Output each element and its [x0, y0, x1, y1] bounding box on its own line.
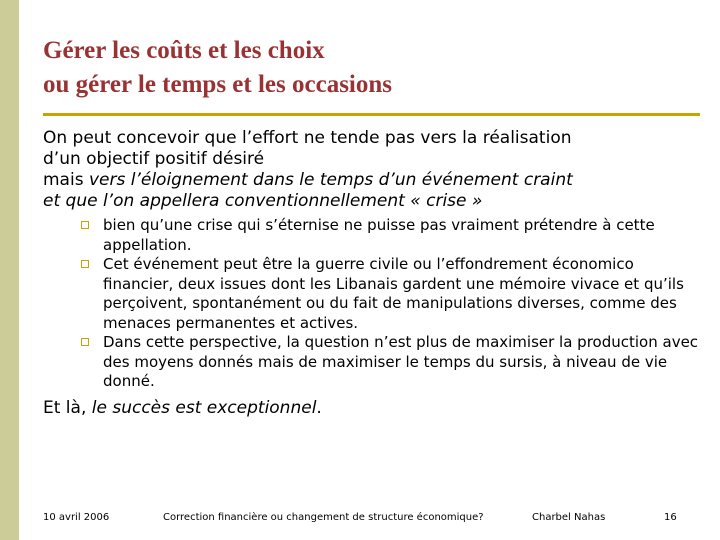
- paragraph-line-3: [43, 170, 703, 191]
- paragraph-line-3-italic: vers l’éloignement dans le temps d’un événement craint: [88, 170, 573, 190]
- paragraph-line-2: d’un objectif positif désiré: [43, 149, 265, 169]
- conclusion-prefix: Et là,: [43, 397, 92, 418]
- bullet-item: [81, 333, 701, 392]
- conclusion-suffix: .: [316, 397, 322, 418]
- footer-page-number: 16: [664, 512, 677, 523]
- paragraph-line-4: [43, 191, 703, 212]
- bullet-list: [81, 216, 701, 392]
- footer-author: Charbel Nahas: [532, 512, 606, 523]
- title-line-1: Gérer les coûts et les choix: [43, 37, 325, 64]
- title-underline-rule: [43, 113, 700, 116]
- conclusion-line: [43, 398, 703, 419]
- bullet-item: [81, 255, 701, 333]
- bullet-text: bien qu’une crise qui s’éternise ne puisse pas vraiment prétendre à cette appellation.: [103, 216, 655, 254]
- paragraph-line-4-italic: et que l’on appellera conventionnellement « crise »: [43, 191, 483, 211]
- slide-sidebar-bar: [0, 0, 19, 540]
- conclusion-italic: le succès est exceptionnel: [91, 397, 317, 418]
- bullet-text: Dans cette perspective, la question n’est plus de maximiser la production avec des moyens donnés mais de maximiser le temps du sursis, à niveau de vie donné.: [103, 333, 699, 390]
- square-bullet-icon: [81, 260, 89, 268]
- paragraph-line-3-prefix: mais: [43, 170, 89, 190]
- title-line-2: ou gérer le temps et les occasions: [43, 71, 392, 98]
- slide-body: [43, 128, 703, 419]
- footer-title: Correction financière ou changement de structure économique?: [163, 512, 484, 523]
- square-bullet-icon: [81, 221, 89, 229]
- bullet-text: Cet événement peut être la guerre civile ou l’effondrement économico financier, deux issues dont les Libanais gardent une mémoire vivace et qu’ils perçoivent, spontanément ou du fait de manipulations diverses, comme des menaces permanentes et actives.: [103, 255, 684, 332]
- bullet-item: [81, 216, 701, 255]
- footer-date: 10 avril 2006: [43, 512, 110, 523]
- slide-title: [43, 34, 703, 102]
- square-bullet-icon: [81, 338, 89, 346]
- paragraph-line-1: On peut concevoir que l’effort ne tende pas vers la réalisation: [43, 128, 572, 148]
